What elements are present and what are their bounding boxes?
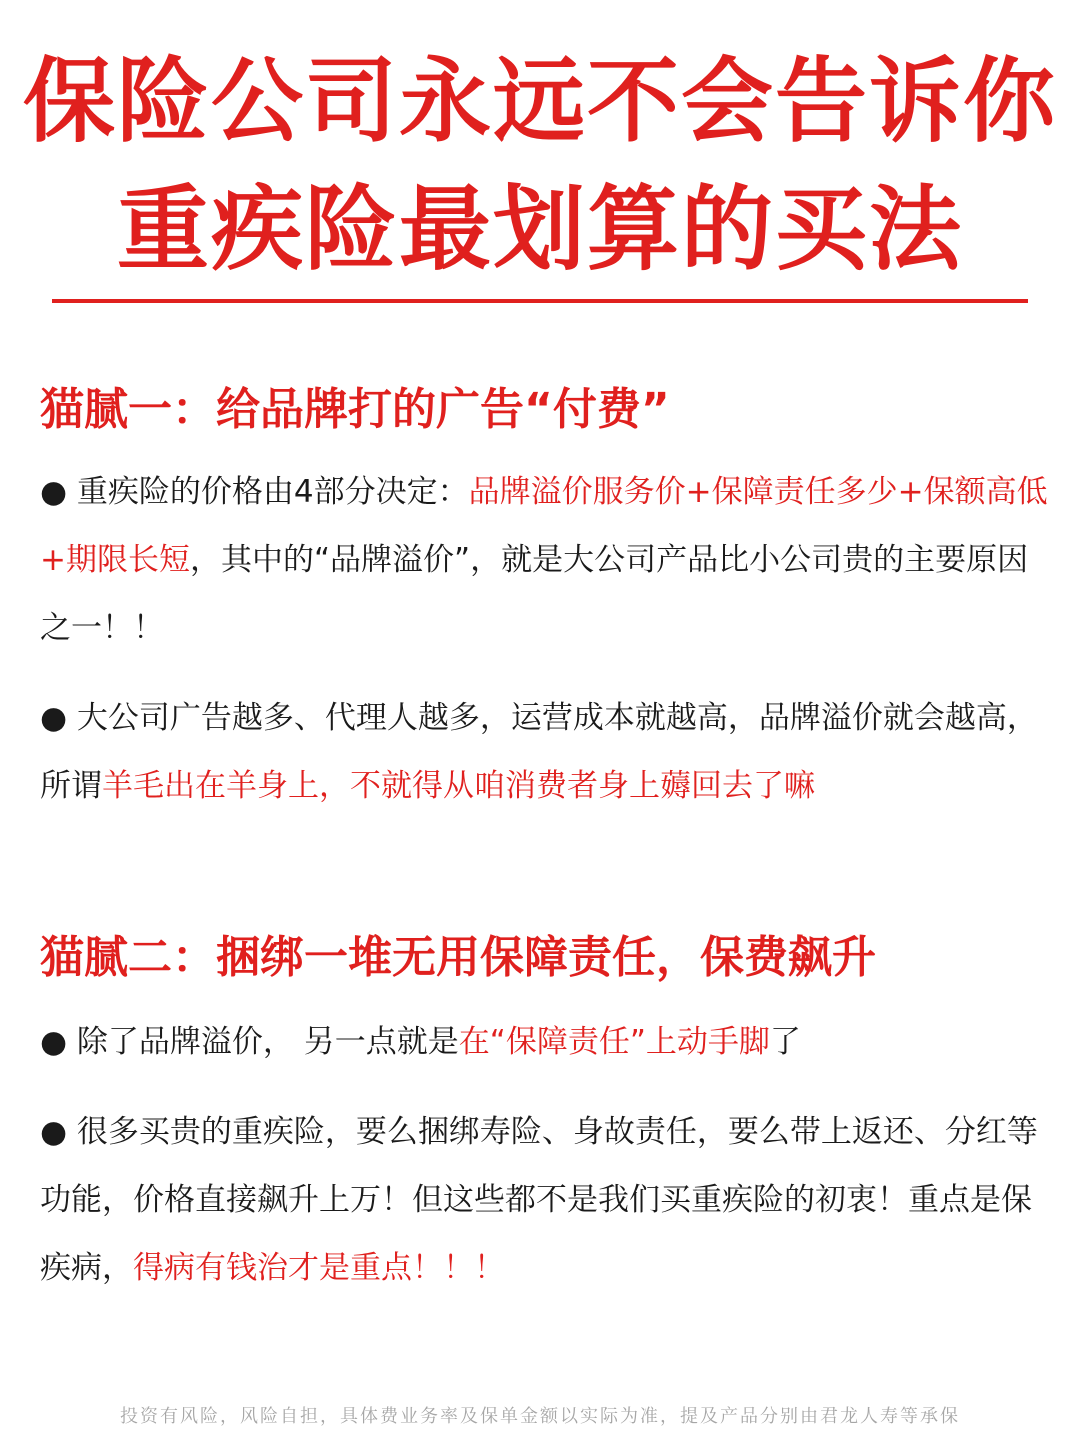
- text-segment: 了: [769, 1024, 801, 1060]
- section-2-paragraph-2: [40, 1098, 1050, 1302]
- section-1-heading: 猫腻一：给品牌打的广告“付费”: [40, 384, 670, 435]
- text-segment: ● 很多买贵的重疾险，要么捆绑寿险、身故责任，要么带上返还、分红等功能，价格直接飙升上万！但这些都不是我们买重疾险的初衷！重点是保疾病，: [40, 1114, 1038, 1286]
- section-1-paragraph-2: [40, 684, 1050, 820]
- highlight-text: 品牌溢价服务价+保障责任多少+保额高低+期限长短: [40, 474, 1048, 578]
- text-segment: ● 大公司广告越多、代理人越多，运营成本就越高，品牌溢价就会越高，所谓: [40, 700, 1038, 804]
- text-segment: ，其中的“品牌溢价”，就是大公司产品比小公司贵的主要原因之一！！: [40, 542, 1029, 646]
- highlight-text: 得病有钱治才是重点！！！: [133, 1250, 505, 1286]
- highlight-text: 羊毛出在羊身上，不就得从咱消费者身上薅回去了嘛: [102, 768, 815, 804]
- section-1-paragraph-1: [40, 458, 1050, 662]
- footer-disclaimer: 投资有风险，风险自担，具体费业务率及保单金额以实际为准，提及产品分别由君龙人寿等承保: [120, 1406, 960, 1427]
- text-segment: ● 重疾险的价格由4部分决定：: [40, 474, 469, 510]
- text-segment: ● 除了品牌溢价， 另一点就是: [40, 1024, 459, 1060]
- section-2-heading: 猫腻二：捆绑一堆无用保障责任，保费飙升: [40, 932, 876, 983]
- page-title-line-2: 重疾险最划算的买法: [116, 176, 963, 283]
- section-2-paragraph-1: [40, 1008, 1050, 1076]
- title-divider: [52, 299, 1028, 303]
- highlight-text: 在“保障责任”上动手脚: [458, 1024, 770, 1060]
- page-title-line-1: 保险公司永远不会告诉你: [22, 48, 1057, 155]
